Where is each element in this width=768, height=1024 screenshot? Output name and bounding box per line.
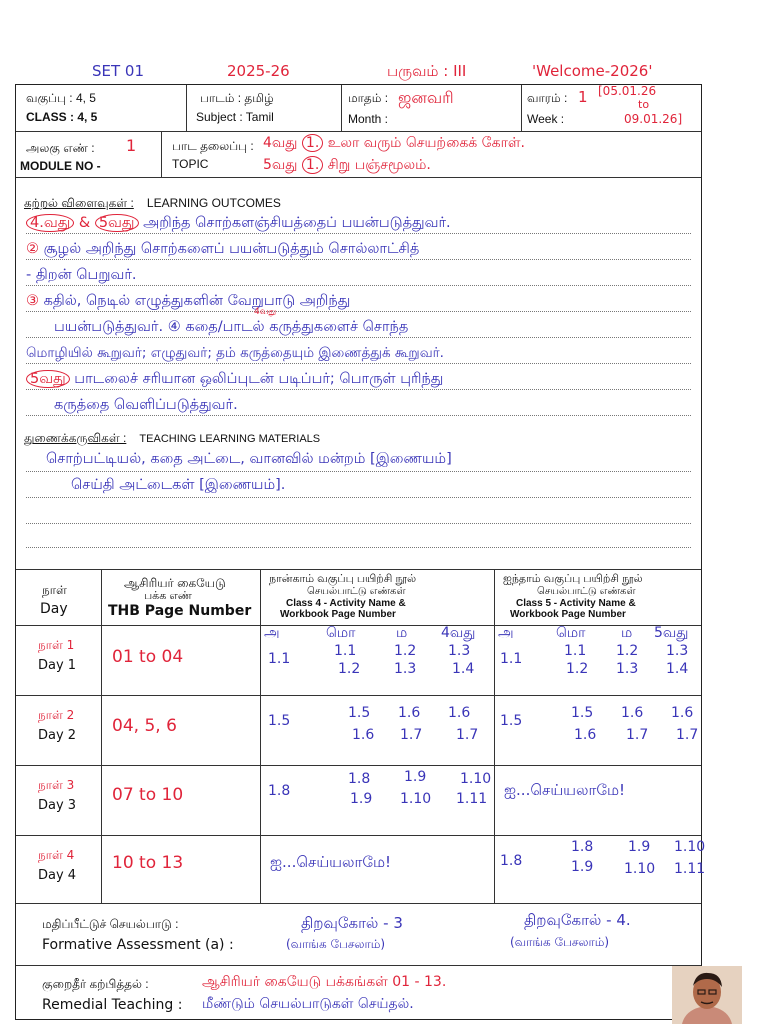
materials-line-1: சொற்பட்டியல், கதை அட்டை, வானவில் மன்றம் [இணையம்]	[46, 451, 452, 467]
row3-day-ta: நாள் 3	[38, 778, 75, 792]
row1-day-en: Day 1	[38, 658, 77, 673]
outcome-line-4: ③ கதில், நெடில் எழுத்துகளின் வேறுபாடு அறிந்து	[26, 293, 351, 309]
row1-day-ta: நாள் 1	[38, 638, 75, 652]
outcome-line-6: மொழியில் கூறுவர்; எழுதுவர்; தம் கருத்தையும் இணைத்துக் கூறுவர்.	[26, 345, 444, 361]
materials-heading: துணைக்கருவிகள் : TEACHING LEARNING MATERIALS	[24, 431, 321, 445]
week-value: 1	[578, 88, 588, 106]
row1-activities: 1.1 1.1 1.2 1.3 1.2 1.3 1.4 1.1 1.1 1.2 1.3 1.2 1.3 1.4	[268, 643, 689, 677]
outcome-line-1: 4.வது & 5வது அறிந்த சொற்களஞ்சியத்தைப் பயன்படுத்துவர்.	[26, 215, 451, 233]
subject-ta: பாடம் : தமிழ்	[200, 91, 274, 105]
materials-line-2: செய்தி அட்டைகள் [இணையம்].	[71, 477, 286, 493]
th-thb-ta2: பக்க எண்	[144, 590, 192, 602]
th-day-en: Day	[40, 601, 68, 617]
subheader-row: அ மொ ம 4வது அ மொ ம 5வது	[264, 625, 689, 641]
th-c4-ta2: செயல்பாட்டு எண்கள்	[307, 586, 406, 597]
th-day-ta: நாள்	[42, 583, 67, 597]
outcomes-heading: கற்றல் விளைவுகள் : LEARNING OUTCOMES	[24, 196, 281, 210]
date-range-top: [05.01.26	[598, 84, 657, 98]
outcome-line-5: பயன்படுத்துவர். ④ கதை/பாடல் கருத்துகளைச் சொந்த	[54, 319, 409, 335]
th-c4-en2: Workbook Page Number	[280, 609, 396, 620]
remedial-label-en: Remedial Teaching :	[42, 997, 183, 1013]
subject-en: Subject : Tamil	[196, 110, 274, 124]
remedial-line-1: ஆசிரியர் கையேடு பக்கங்கள் 01 - 13.	[202, 974, 447, 990]
remedial-line-2: மீண்டும் செயல்பாடுகள் செய்தல்.	[202, 996, 414, 1012]
row4-activities: ஐ...செய்யலாமே! 1.8 1.8 1.9 1.10 1.9 1.10 1.11	[270, 839, 706, 877]
welcome-label: 'Welcome-2026'	[532, 62, 653, 80]
topic-line-1: 4வது 1. உலா வரும் செயற்கைக் கோள்.	[263, 135, 525, 151]
row1-thb: 01 to 04	[112, 647, 184, 667]
th-c5-ta1: ஐந்தாம் வகுப்பு பயிற்சி நூல்	[503, 573, 643, 585]
row2-activities: 1.5 1.5 1.6 1.6 1.6 1.7 1.7 1.5 1.5 1.6 1.6 1.6 1.7 1.7	[268, 705, 699, 743]
week-en-label: Week :	[527, 112, 565, 126]
row4-day-ta: நாள் 4	[38, 848, 75, 862]
class-ta: வகுப்பு : 4, 5	[26, 91, 96, 105]
topic-en-label: TOPIC	[172, 157, 209, 171]
outcome-line-2: ② சூழல் அறிந்து சொற்களைப் பயன்படுத்தும் சொல்லாட்சித்	[26, 241, 420, 257]
th-c5-en2: Workbook Page Number	[510, 609, 626, 620]
row4-thb: 10 to 13	[112, 853, 184, 873]
row4-day-en: Day 4	[38, 868, 77, 883]
formative-c4-main: திறவுகோல் - 3	[301, 914, 403, 932]
row2-day-en: Day 2	[38, 728, 77, 743]
row2-thb: 04, 5, 6	[112, 716, 177, 736]
outcome-superscript: 4வது	[254, 307, 277, 317]
row2-day-ta: நாள் 2	[38, 708, 75, 722]
row3-activities: 1.8 1.8 1.9 1.10 1.9 1.10 1.11 ஐ...செய்யலாமே!	[268, 769, 626, 807]
formative-label-ta: மதிப்பீட்டுச் செயல்பாடு :	[42, 917, 179, 931]
month-en-label: Month :	[348, 112, 389, 126]
week-ta-label: வாரம் :	[527, 91, 568, 105]
outcome-line-7: 5வது பாடலைச் சரியான ஒலிப்புடன் படிப்பர்; பொருள் புரிந்து	[26, 371, 443, 389]
outcome-line-8: கருத்தை வெளிப்படுத்துவர்.	[54, 397, 238, 413]
month-ta-label: மாதம் :	[348, 91, 389, 105]
date-range-bottom: 09.01.26]	[624, 112, 683, 126]
set-label: SET 01	[92, 62, 145, 80]
class-en: CLASS : 4, 5	[26, 110, 98, 124]
row3-day-en: Day 3	[38, 798, 77, 813]
term-label: பருவம் : III	[387, 62, 467, 80]
th-thb-en: THB Page Number	[108, 603, 252, 619]
th-c5-en1: Class 5 - Activity Name &	[516, 598, 636, 609]
date-range-mid: to	[638, 98, 650, 111]
topic-ta-label: பாட தலைப்பு :	[172, 139, 254, 153]
person-icon	[672, 966, 742, 1024]
year-label: 2025-26	[227, 62, 290, 80]
formative-c5-sub: (வாங்க பேசலாம்)	[510, 935, 610, 949]
teacher-photo	[672, 966, 742, 1024]
row3-thb: 07 to 10	[112, 785, 184, 805]
th-c4-en1: Class 4 - Activity Name &	[286, 598, 406, 609]
formative-c5-main: திறவுகோல் - 4.	[524, 911, 631, 929]
th-c5-ta2: செயல்பாட்டு எண்கள்	[537, 586, 636, 597]
formative-c4-sub: (வாங்க பேசலாம்)	[286, 937, 386, 951]
th-thb-ta1: ஆசிரியர் கையேடு	[124, 576, 226, 590]
topic-line-2: 5வது 1. சிறு பஞ்சமூலம்.	[263, 157, 431, 173]
module-en-label: MODULE NO -	[20, 159, 101, 173]
header-line	[92, 62, 732, 86]
module-ta-label: அலகு எண் :	[26, 141, 95, 155]
formative-label-en: Formative Assessment (a) :	[42, 937, 234, 953]
month-value: ஜனவரி	[398, 88, 454, 107]
module-value: 1	[126, 136, 137, 155]
lesson-plan-sheet	[15, 84, 706, 1020]
outcome-line-3: - திறன் பெறுவர்.	[26, 267, 137, 283]
th-c4-ta1: நான்காம் வகுப்பு பயிற்சி நூல்	[269, 573, 417, 585]
remedial-label-ta: குறைதீர் கற்பித்தல் :	[42, 977, 149, 991]
